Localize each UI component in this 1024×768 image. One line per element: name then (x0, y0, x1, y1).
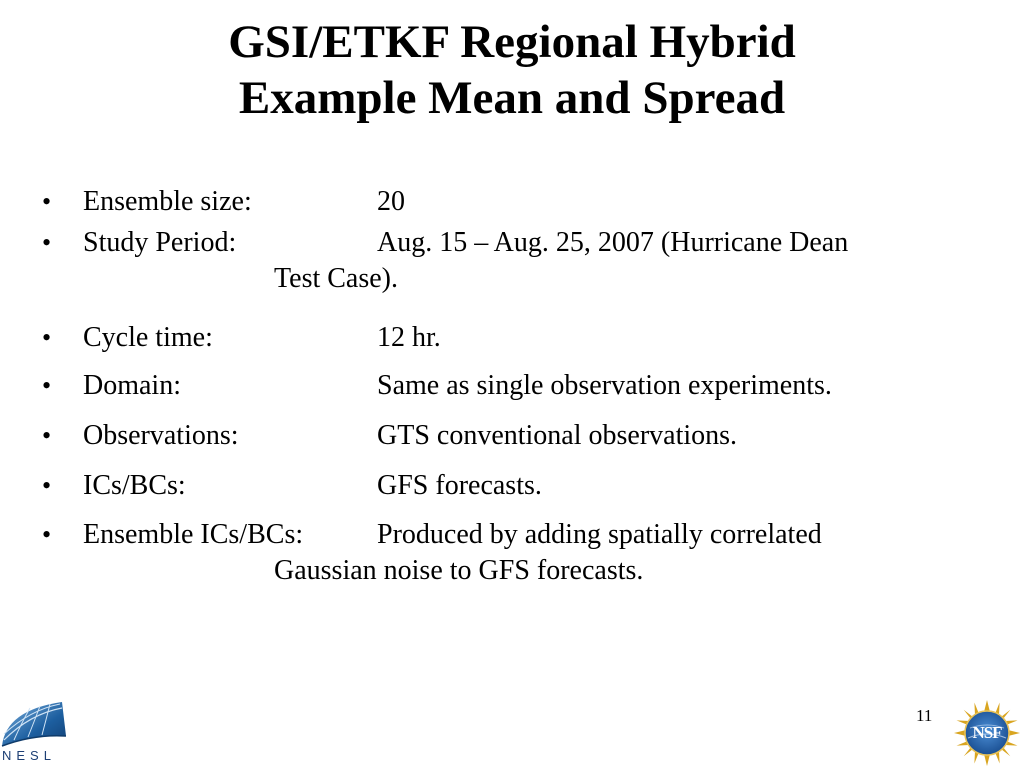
nesl-logo-text: NESL (2, 748, 56, 763)
bullet-value: Produced by adding spatially correlated (377, 519, 822, 550)
bullet-dot: • (42, 323, 52, 352)
bullet-label: Observations: (83, 420, 239, 451)
bullet-value: Aug. 15 – Aug. 25, 2007 (Hurricane Dean (377, 227, 849, 258)
bullet-continuation: Test Case). (274, 263, 399, 294)
bullet-dot: • (42, 371, 52, 400)
bullet-value: 12 hr. (377, 322, 441, 353)
bullet-dot: • (42, 471, 52, 500)
bullet-value: GTS conventional observations. (377, 420, 738, 451)
bullet-list (42, 183, 1002, 611)
title-line-2: Example Mean and Spread (238, 72, 786, 124)
bullet-label: Domain: (83, 370, 181, 401)
bullet-dot: • (42, 520, 52, 549)
nsf-logo-text: NSF (972, 723, 1002, 742)
bullet-domain (42, 367, 1002, 417)
slide-title (0, 14, 1024, 126)
bullet-label: Cycle time: (83, 322, 213, 353)
bullet-label: Ensemble size: (83, 186, 252, 217)
bullet-value: GFS forecasts. (377, 470, 542, 501)
bullet-value: 20 (377, 186, 405, 217)
bullet-cycle-time (42, 319, 1002, 367)
bullet-label: Ensemble ICs/BCs: (83, 519, 304, 550)
bullet-dot: • (42, 228, 52, 257)
bullet-label: Study Period: (83, 227, 237, 258)
title-line-1: GSI/ETKF Regional Hybrid (228, 16, 796, 68)
bullet-ics-bcs (42, 467, 1002, 516)
bullet-ensemble-ics-bcs (42, 516, 1002, 611)
bullet-ensemble-size (42, 183, 1002, 224)
bullet-label: ICs/BCs: (83, 470, 186, 501)
bullet-observations (42, 417, 1002, 467)
bullet-value: Same as single observation experiments. (377, 370, 832, 401)
bullet-dot: • (42, 187, 52, 216)
bullet-study-period (42, 224, 1002, 319)
page-number: 11 (916, 706, 933, 725)
bullet-continuation: Gaussian noise to GFS forecasts. (274, 555, 644, 586)
bullet-dot: • (42, 421, 52, 450)
